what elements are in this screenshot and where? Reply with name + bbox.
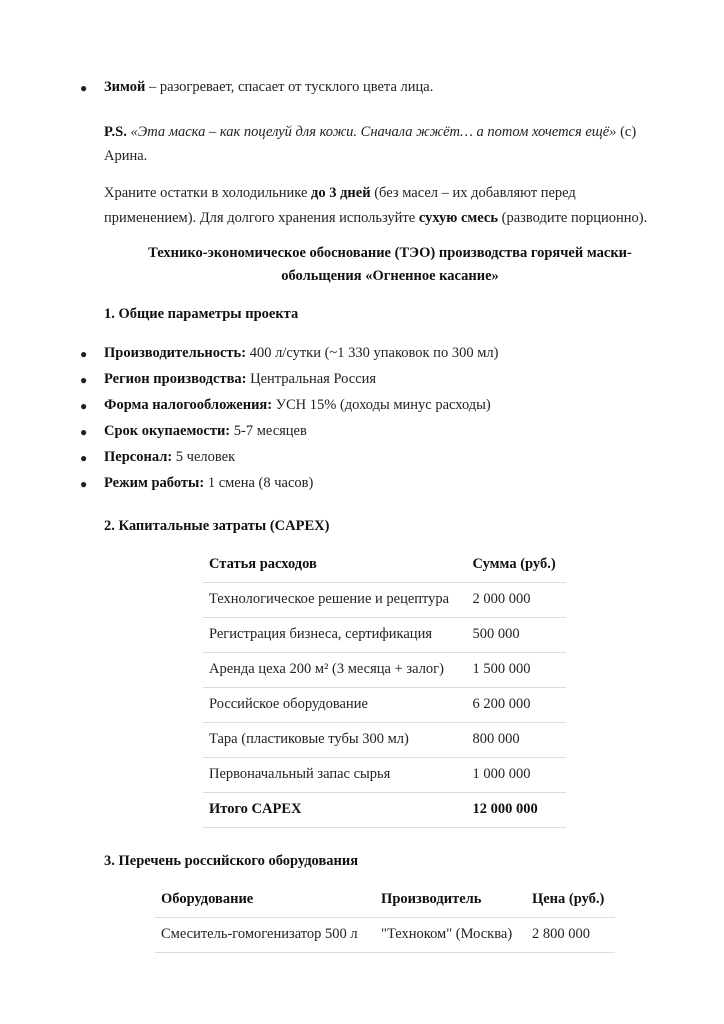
table-row — [203, 687, 566, 722]
equipment-table — [155, 883, 615, 953]
param-item: Режим работы: 1 смена (8 часов) — [104, 475, 314, 491]
ps-paragraph: P.S. «Эта маска – как поцелуй для кожи. Сначала жжёт… а потом хочется ещё» (с) — [104, 124, 637, 140]
table-row — [155, 917, 615, 952]
section3-heading: 3. Перечень российского оборудования — [104, 853, 359, 869]
winter-paragraph: Зимой – разогревает, спасает от тусклого цвета лица. — [104, 79, 434, 95]
storage-paragraph-2: применением). Для долгого хранения используйте сухую смесь (разводите порционно). — [104, 210, 648, 226]
table-cell: Аренда цеха 200 м² (3 месяца + залог) — [203, 652, 467, 687]
table-row — [203, 722, 566, 757]
bullet-icon: ● — [80, 425, 88, 439]
table-cell: 1 500 000 — [467, 652, 566, 687]
table-cell: Российское оборудование — [203, 687, 467, 722]
table-cell: 6 200 000 — [467, 687, 566, 722]
table-row — [203, 582, 566, 617]
bullet-icon: ● — [80, 451, 88, 465]
capex-table — [203, 548, 566, 828]
bullet-icon: ● — [80, 81, 88, 95]
param-item: Форма налогообложения: УСН 15% (доходы минус расходы) — [104, 397, 491, 413]
ps-author: Арина. — [104, 148, 148, 164]
table-cell: 2 800 000 — [526, 917, 615, 952]
section1-heading: 1. Общие параметры проекта — [104, 306, 299, 322]
table-cell: 800 000 — [467, 722, 566, 757]
storage-paragraph: Храните остатки в холодильнике до 3 дней (без масел – их добавляют перед — [104, 185, 576, 201]
table-cell: Тара (пластиковые тубы 300 мл) — [203, 722, 467, 757]
table-cell: 2 000 000 — [467, 582, 566, 617]
table-cell: Первоначальный запас сырья — [203, 757, 467, 792]
col-header: Производитель — [375, 883, 526, 917]
col-header: Сумма (руб.) — [467, 548, 566, 582]
table-cell: 500 000 — [467, 617, 566, 652]
table-row — [203, 792, 566, 827]
col-header: Оборудование — [155, 883, 375, 917]
table-row — [203, 617, 566, 652]
table-cell: Технологическое решение и рецептура — [203, 582, 467, 617]
table-cell: Смеситель-гомогенизатор 500 л — [155, 917, 375, 952]
param-item: Срок окупаемости: 5-7 месяцев — [104, 423, 307, 439]
param-item: Персонал: 5 человек — [104, 449, 236, 465]
section2-heading: 2. Капитальные затраты (CAPEX) — [104, 518, 330, 534]
table-cell: Итого CAPEX — [203, 792, 467, 827]
col-header: Цена (руб.) — [526, 883, 615, 917]
bullet-icon: ● — [80, 347, 88, 361]
table-cell: Регистрация бизнеса, сертификация — [203, 617, 467, 652]
table-cell: 12 000 000 — [467, 792, 566, 827]
table-cell: 1 000 000 — [467, 757, 566, 792]
bullet-icon: ● — [80, 477, 88, 491]
document-title: Технико-экономическое обоснование (ТЭО) производства горячей маски- — [148, 245, 632, 261]
col-header: Статья расходов — [203, 548, 467, 582]
bullet-icon: ● — [80, 399, 88, 413]
table-row — [203, 757, 566, 792]
bullet-icon: ● — [80, 373, 88, 387]
param-item: Регион производства: Центральная Россия — [104, 371, 377, 387]
document-title-2: обольщения «Огненное касание» — [281, 268, 499, 284]
param-item: Производительность: 400 л/сутки (~1 330 упаковок по 300 мл) — [104, 345, 499, 361]
table-cell: "Техноком" (Москва) — [375, 917, 526, 952]
table-row — [203, 652, 566, 687]
